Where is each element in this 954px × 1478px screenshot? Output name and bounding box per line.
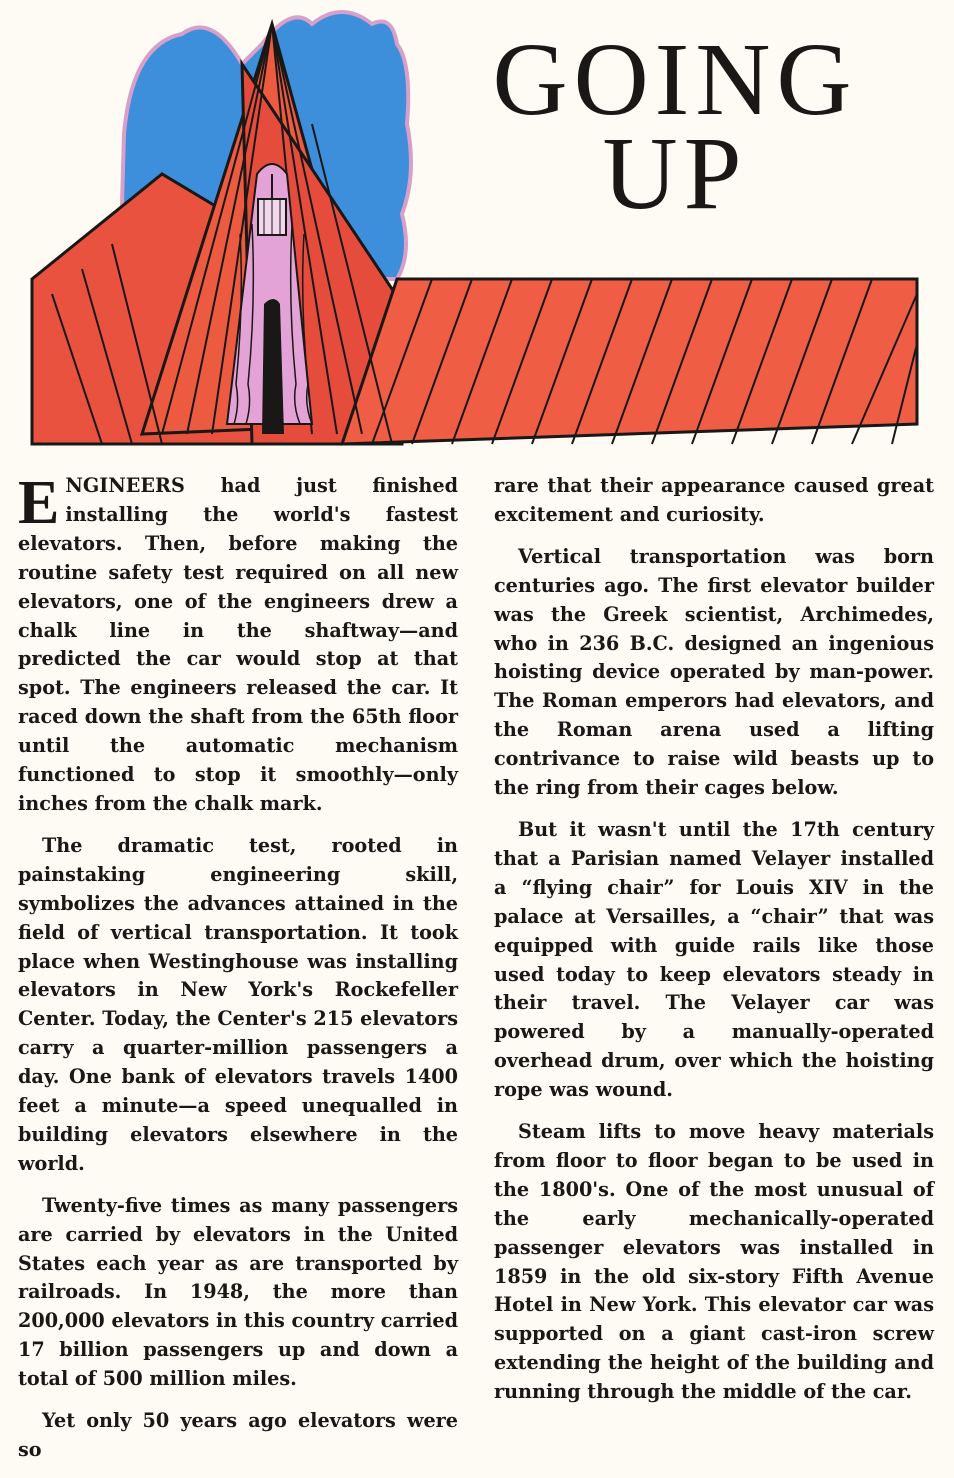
page-title-line-2: UP [602, 116, 748, 231]
drop-cap: E [18, 469, 60, 537]
article-column-right [494, 472, 934, 1420]
article-column-left [18, 469, 458, 1478]
article-paragraph [18, 469, 458, 819]
page-title-line-1: GOING [492, 22, 858, 137]
paragraph-text: NGINEERS had just finished installing the world's fastest elevators. Then, before making the routine safety test required on all new elevators, one of the engineers drew a chalk line in the shaftway—and predicted the car would stop at that spot. The engineers released the car. It raced down the shaft from the 65th floor until the automatic mechanism functioned to stop it smoothly—only inches from the chalk mark. [18, 474, 458, 815]
article-paragraph: rare that their appearance caused great excitement and curiosity. [494, 474, 934, 526]
article-paragraph: But it wasn't until the 17th century that a Parisian named Velayer installed a “flying chair” for Louis XIV in the palace at Versailles, a “chair” that was equipped with guide rails like those used today to keep elevators steady in their travel. The Velayer car was powered by a manually-operated overhead drum, over which the hoisting rope was wound. [494, 817, 934, 1102]
ground-plane [342, 279, 917, 444]
article-paragraph: Yet only 50 years ago elevators were so [18, 1409, 458, 1461]
article-paragraph: Steam lifts to move heavy materials from floor to floor began to be used in the 1800's. One of the most unusual of the early mechanically-operated passenger elevators was installed in 1859 in the old six-story Fifth Avenue Hotel in New York. This elevator car was supported on a giant cast-iron screw extending the height of the building and running through the middle of the car. [494, 1120, 934, 1404]
article-paragraph: The dramatic test, rooted in painstaking engineering skill, symbolizes the advances attained in the field of vertical transportation. It took place when Westinghouse was installing elevators in New York's Rockefeller Center. Today, the Center's 215 elevators carry a quarter-million passengers a day. One bank of elevators travels 1400 feet a minute—a speed unequalled in building elevators elsewhere in the world. [18, 833, 458, 1175]
article-paragraph: Vertical transportation was born centuries ago. The first elevator builder was the Greek scientist, Archimedes, who in 236 B.C. designed an ingenious hoisting device operated by man-power. The Roman emperors had elevators, and the Roman arena used a lifting contrivance to raise wild beasts up to the ring from their cages below. [494, 544, 934, 800]
article-paragraph: Twenty-five times as many passengers are carried by elevators in the United States each year as are transported by railroads. In 1948, the more than 200,000 elevators in this country carried 17 billion passengers up and down a total of 500 million miles. [18, 1193, 458, 1391]
